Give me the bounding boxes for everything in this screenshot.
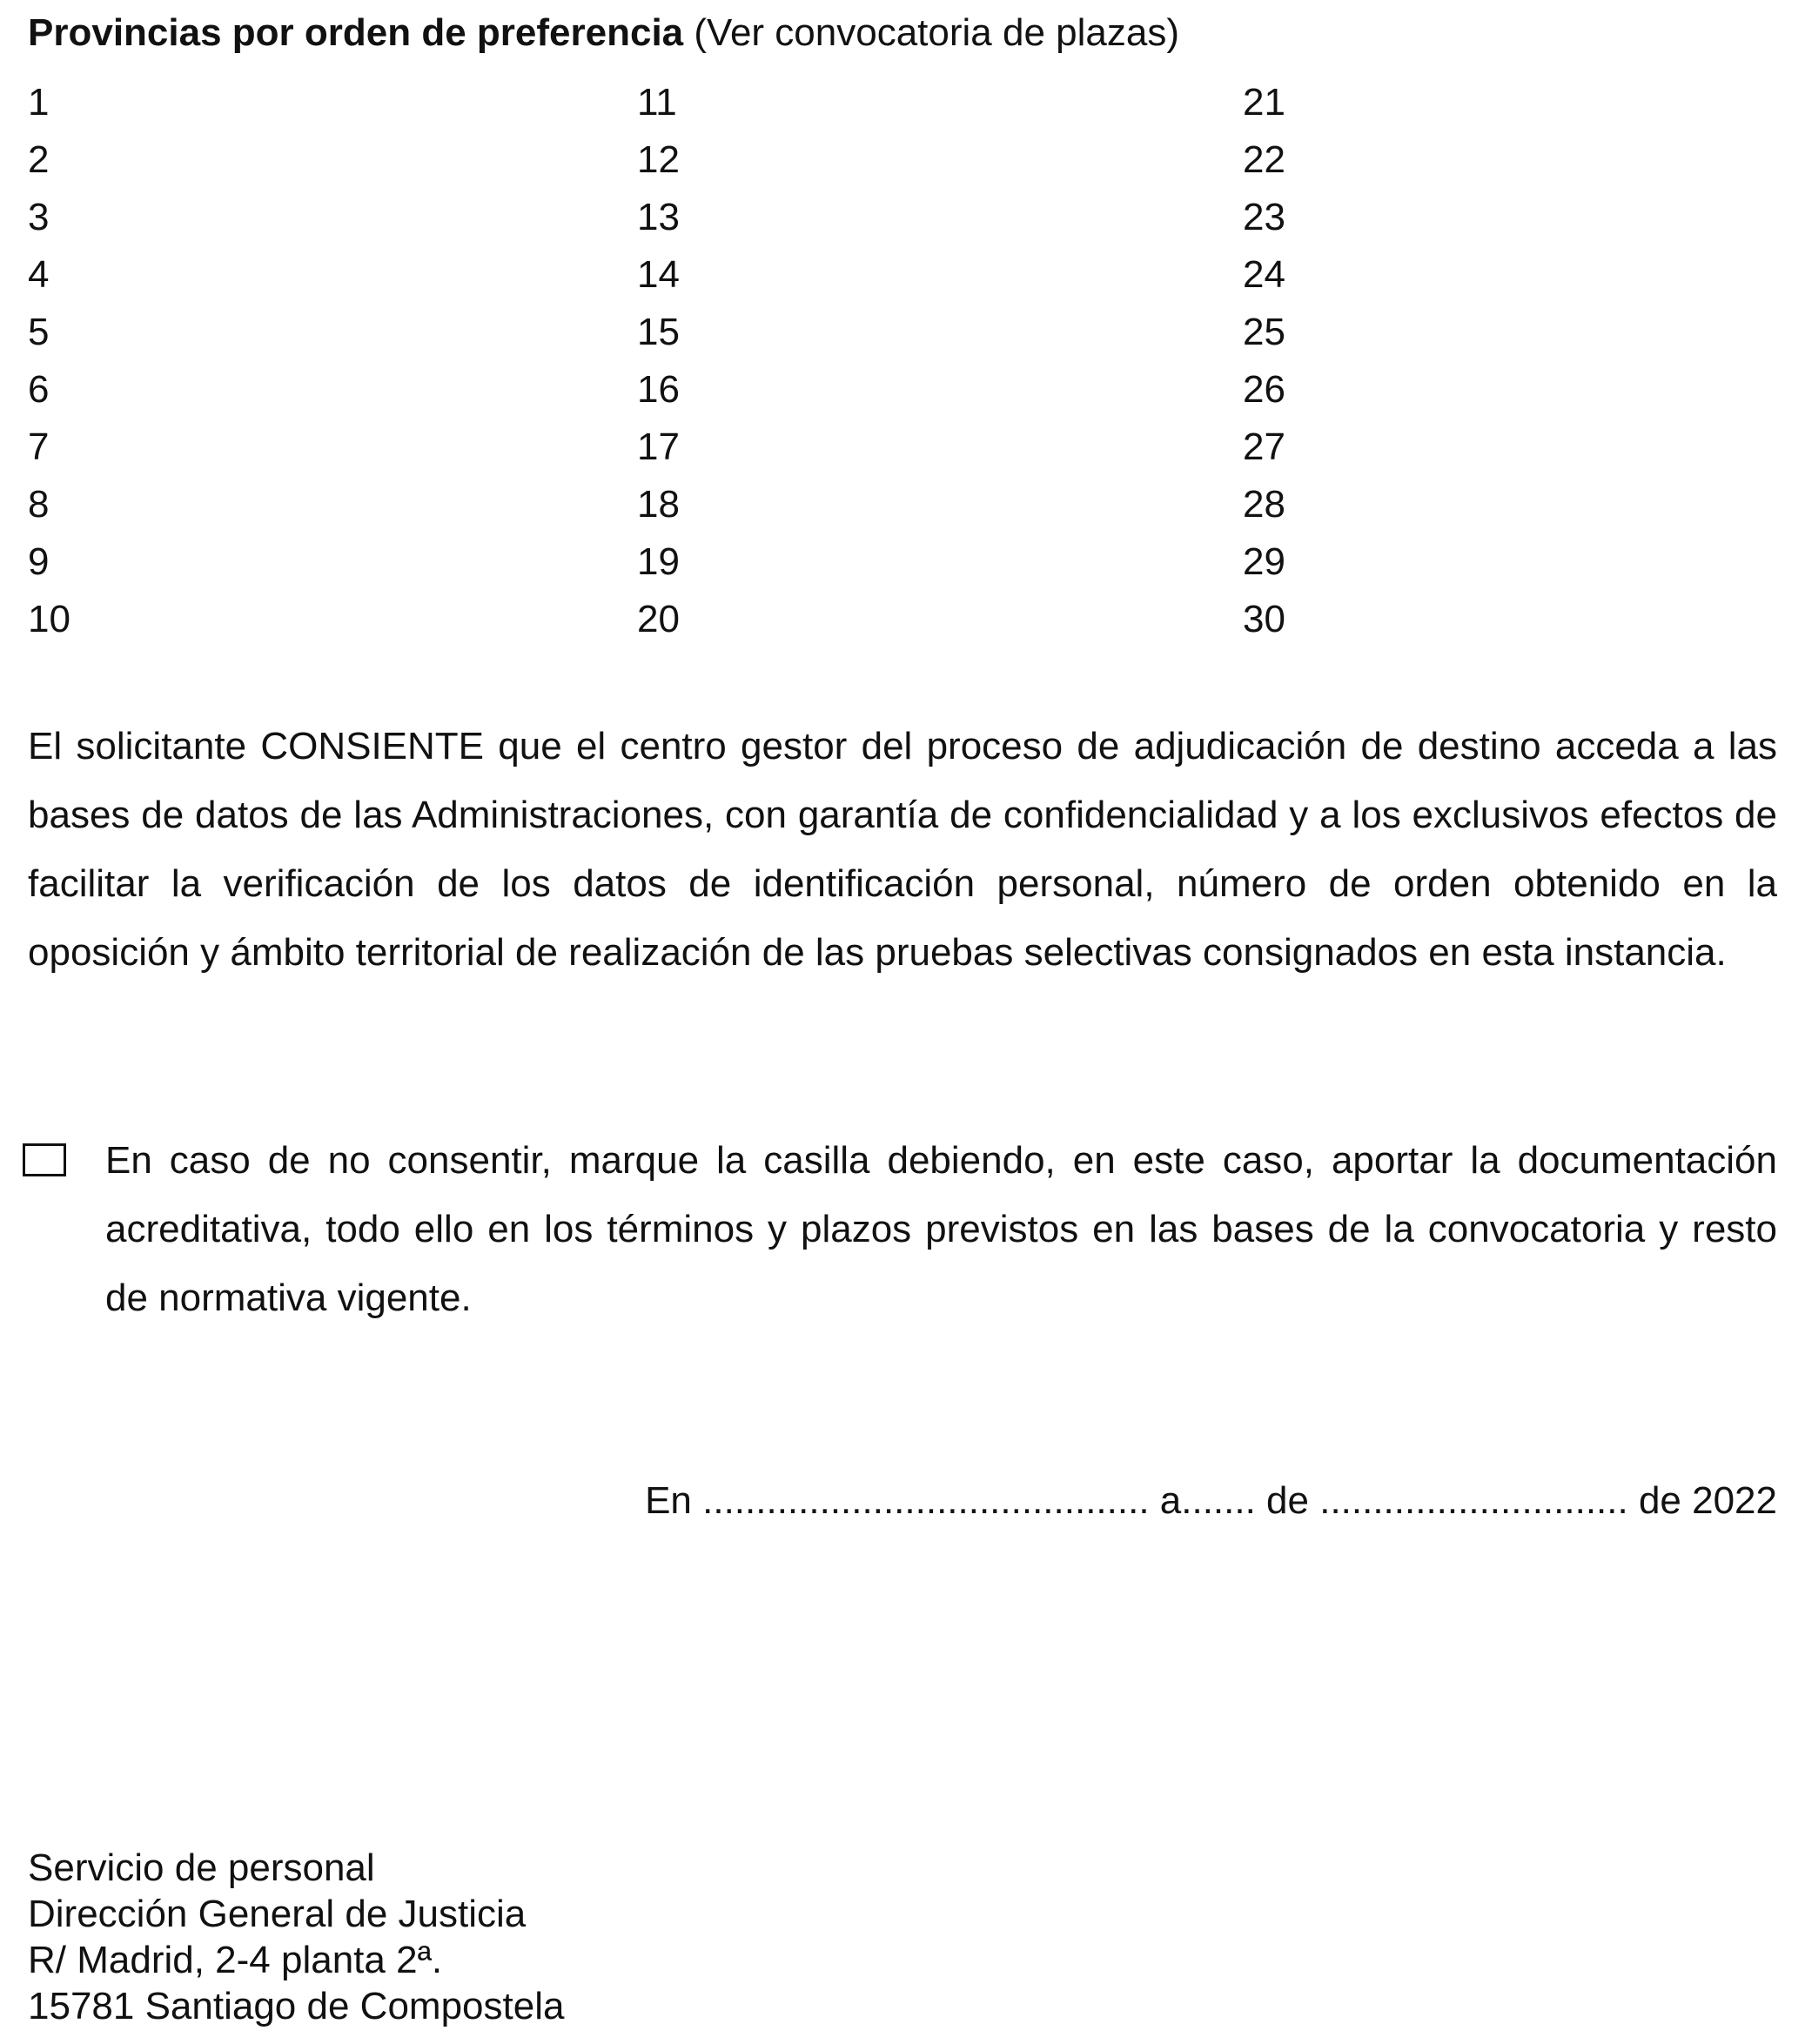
preference-row (28, 361, 1298, 419)
section-title (28, 9, 1179, 57)
preference-number: 29 (1243, 540, 1285, 583)
preference-number: 14 (637, 253, 680, 296)
preference-number: 2 (28, 138, 50, 181)
preference-row (28, 131, 1298, 189)
no-consent-label: En caso de no consentir, marque la casilla debiendo, en este caso, aportar la documentación acreditativa, todo ello en los términos y plazos previstos en las bases de la convocatoria y resto de normativa vigente. (105, 1139, 1777, 1319)
preference-number: 7 (28, 426, 50, 468)
section-title-bold: Provincias por orden de preferencia (28, 11, 684, 54)
preference-number: 25 (1243, 311, 1285, 353)
preference-number: 30 (1243, 598, 1285, 640)
no-consent-checkbox[interactable] (23, 1143, 66, 1176)
consent-paragraph: El solicitante CONSIENTE que el centro gestor del proceso de adjudicación de destino acceda a las bases de datos de las Administraciones, con garantía de confidencialidad y a los exclusivos efectos de facilitar la verificación de los datos de identificación personal, número de orden obtenido en la oposición y ámbito territorial de realización de las pruebas selectivas consignados en esta instancia. (28, 725, 1777, 974)
preference-number: 27 (1243, 426, 1285, 468)
preference-row (28, 591, 1298, 648)
preference-number: 16 (637, 368, 680, 411)
preference-row (28, 476, 1298, 533)
address-city: 15781 Santiago de Compostela (28, 1985, 565, 2027)
preference-row (28, 419, 1298, 476)
preference-number: 22 (1243, 138, 1285, 181)
preference-number: 12 (637, 138, 680, 181)
preference-number-grid (28, 74, 1298, 648)
address-department: Servicio de personal (28, 1846, 375, 1889)
preference-row (28, 74, 1298, 131)
preference-number: 18 (637, 483, 680, 526)
section-title-note: (Ver convocatoria de plazas) (683, 11, 1179, 54)
preference-row (28, 304, 1298, 361)
preference-number: 11 (637, 81, 677, 124)
preference-number: 9 (28, 540, 50, 583)
preference-number: 5 (28, 311, 50, 353)
preference-number: 3 (28, 196, 50, 238)
preference-number: 10 (28, 598, 70, 640)
preference-row (28, 189, 1298, 246)
place-date-line: En .......................................... a....... de ............................. de 2022 (645, 1479, 1777, 1522)
preference-number: 6 (28, 368, 50, 411)
preference-number: 20 (637, 598, 680, 640)
preference-row (28, 246, 1298, 304)
preference-number: 19 (637, 540, 680, 583)
preference-number: 24 (1243, 253, 1285, 296)
preference-row (28, 533, 1298, 591)
preference-number: 8 (28, 483, 50, 526)
preference-number: 13 (637, 196, 680, 238)
address-directorate: Dirección General de Justicia (28, 1893, 527, 1935)
preference-number: 4 (28, 253, 50, 296)
preference-number: 23 (1243, 196, 1285, 238)
preference-number: 26 (1243, 368, 1285, 411)
preference-number: 17 (637, 426, 680, 468)
address-street: R/ Madrid, 2-4 planta 2ª. (28, 1939, 443, 1981)
preference-number: 1 (28, 81, 50, 124)
preference-number: 28 (1243, 483, 1285, 526)
preference-number: 21 (1243, 81, 1285, 124)
preference-number: 15 (637, 311, 680, 353)
address-block (28, 1845, 564, 2029)
